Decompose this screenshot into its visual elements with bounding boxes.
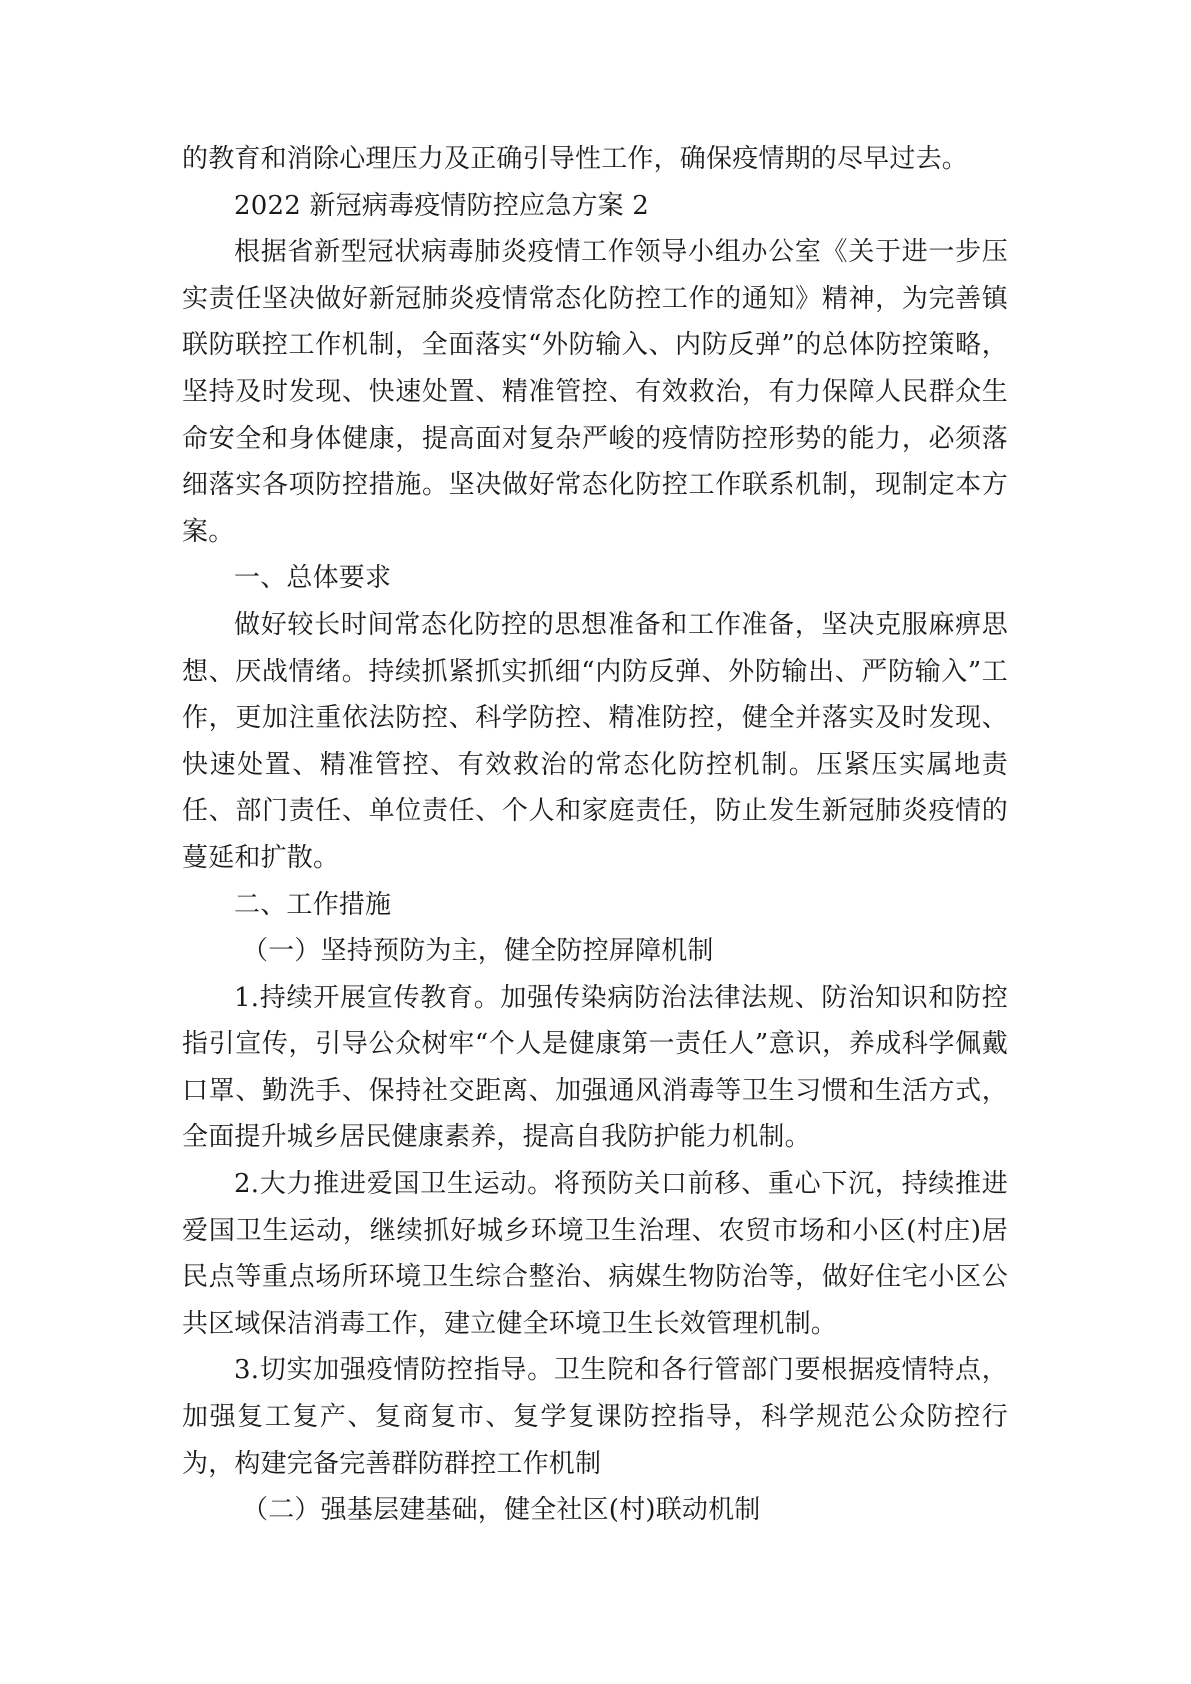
section-title: 2022 新冠病毒疫情防控应急方案 2 — [234, 190, 650, 221]
paragraph-item-1: 1.持续开展宣传教育。加强传染病防治法律法规、防治知识和防控指引宣传，引导公众树牢“个人是健康第一责任人”意识，养成科学佩戴口罩、勤洗手、保持社交距离、加强通风消毒等卫生习惯和生活方式，全面提升城乡居民健康素养，提高自我防护能力机制。 — [182, 982, 1008, 1153]
paragraph-continuation: 的教育和消除心理压力及正确引导性工作，确保疫情期的尽早过去。 — [182, 144, 969, 174]
subheading-prevention: （一）坚持预防为主，健全防控屏障机制 — [242, 936, 714, 967]
heading-overall-requirements: 一、总体要求 — [234, 563, 392, 594]
paragraph-item-3: 3.切实加强疫情防控指导。卫生院和各行管部门要根据疫情特点，加强复工复产、复商复市、复学复课防控指导，科学规范公众防控行为，构建完备完善群防群控工作机制 — [182, 1355, 1008, 1479]
paragraph-overall-requirements: 做好较长时间常态化防控的思想准备和工作准备，坚决克服麻痹思想、厌战情绪。持续抓紧抓实抓细“内防反弹、外防输出、严防输入”工作，更加注重依法防控、科学防控、精准防控，健全并落实及时发现、快速处置、精准管控、有效救治的常态化防控机制。压紧压实属地责任、部门责任、单位责任、个人和家庭责任，防止发生新冠肺炎疫情的蔓延和扩散。 — [182, 609, 1008, 873]
heading-work-measures: 二、工作措施 — [234, 889, 392, 920]
paragraph-item-2: 2.大力推进爱国卫生运动。将预防关口前移、重心下沉，持续推进爱国卫生运动，继续抓好城乡环境卫生治理、农贸市场和小区(村庄)居民点等重点场所环境卫生综合整治、病媒生物防治等，做好住宅小区公共区域保洁消毒工作，建立健全环境卫生长效管理机制。 — [182, 1169, 1008, 1339]
subheading-grassroots: （二）强基层建基础，健全社区(村)联动机制 — [242, 1495, 761, 1526]
paragraph-intro: 根据省新型冠状病毒肺炎疫情工作领导小组办公室《关于进一步压实责任坚决做好新冠肺炎疫情常态化防控工作的通知》精神，为完善镇联防联控工作机制，全面落实“外防输入、内防反弹”的总体防控策略，坚持及时发现、快速处置、精准管控、有效救治，有力保障人民群众生命安全和身体健康，提高面对复杂严峻的疫情防控形势的能力，必须落细落实各项防控措施。坚决做好常态化防控工作联系机制，现制定本方案。 — [182, 237, 1008, 547]
document-body — [182, 136, 1008, 1534]
